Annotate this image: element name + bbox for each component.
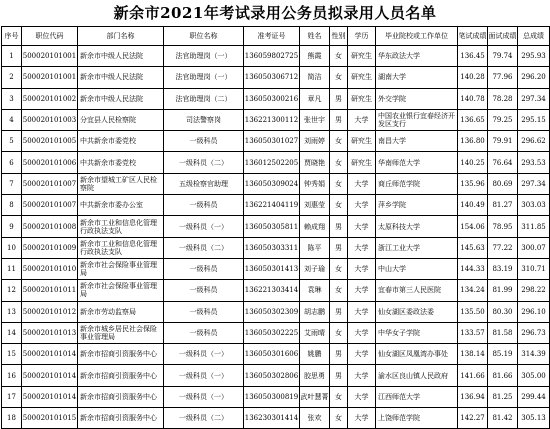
cell-exam-number: 136050301606 <box>244 344 300 365</box>
column-header-department: 部门名称 <box>78 27 164 46</box>
cell-education: 研究生 <box>348 152 376 173</box>
cell-written-score: 140.25 <box>458 152 488 173</box>
column-header-interview-score: 面试成绩 <box>488 27 518 46</box>
cell-position-code: 500020101001 <box>22 46 78 67</box>
cell-school-or-employer: 江西师范大学 <box>376 386 458 407</box>
cell-school-or-employer: 仙女湖区凤凰湾办事处 <box>376 344 458 365</box>
table-row <box>2 365 550 386</box>
table-header-row <box>2 27 550 46</box>
cell-position-name: 一级科员（二） <box>164 237 244 258</box>
cell-position-name: 司法警察岗 <box>164 109 244 130</box>
cell-school-or-employer: 中华女子学院 <box>376 322 458 343</box>
cell-exam-number: 136221404119 <box>244 195 300 216</box>
cell-gender: 女 <box>330 258 348 279</box>
cell-total-score: 296.10 <box>518 301 550 322</box>
cell-gender: 男 <box>330 237 348 258</box>
cell-total-score: 297.34 <box>518 88 550 109</box>
cell-written-score: 136.80 <box>458 131 488 152</box>
cell-written-score: 142.27 <box>458 408 488 429</box>
cell-position-name: 一级科员 <box>164 322 244 343</box>
cell-education: 研究生 <box>348 46 376 67</box>
cell-total-score: 300.07 <box>518 237 550 258</box>
cell-position-name: 法官助理岗（二） <box>164 88 244 109</box>
cell-exam-number: 136230301414 <box>244 408 300 429</box>
cell-written-score: 134.24 <box>458 280 488 301</box>
table-row <box>2 322 550 343</box>
cell-index: 3 <box>2 88 22 109</box>
column-header-position-code: 职位代码 <box>22 27 78 46</box>
cell-position-code: 500020101005 <box>22 131 78 152</box>
column-header-name: 姓名 <box>300 27 330 46</box>
cell-position-name: 一级科员 <box>164 280 244 301</box>
cell-exam-number: 136050302225 <box>244 322 300 343</box>
cell-gender: 男 <box>330 109 348 130</box>
cell-department: 中共新余市委党校 <box>78 152 164 173</box>
cell-school-or-employer: 浙江工业大学 <box>376 237 458 258</box>
cell-exam-number: 136050309024 <box>244 173 300 194</box>
cell-index: 18 <box>2 408 22 429</box>
cell-written-score: 140.28 <box>458 67 488 88</box>
cell-index: 7 <box>2 173 22 194</box>
cell-school-or-employer: 商丘师范学院 <box>376 173 458 194</box>
cell-interview-score: 81.42 <box>488 408 518 429</box>
cell-name: 袁琳 <box>300 280 330 301</box>
cell-school-or-employer: 萍乡学院 <box>376 195 458 216</box>
cell-department: 新余市招商引资服务中心 <box>78 386 164 407</box>
cell-exam-number: 136012502205 <box>244 152 300 173</box>
cell-department: 新余市劳动监察局 <box>78 301 164 322</box>
table-row <box>2 258 550 279</box>
cell-education: 大学 <box>348 195 376 216</box>
cell-gender: 女 <box>330 386 348 407</box>
cell-position-name: 一级科员 <box>164 131 244 152</box>
cell-department: 新余市中级人民法院 <box>78 46 164 67</box>
cell-department: 中共新余市委党校 <box>78 131 164 152</box>
cell-name: 赖成翔 <box>300 216 330 237</box>
cell-position-name: 一级科员 <box>164 301 244 322</box>
cell-department: 中共新余市委办公室 <box>78 195 164 216</box>
cell-interview-score: 81.27 <box>488 195 518 216</box>
cell-school-or-employer: 太原科技大学 <box>376 216 458 237</box>
cell-education: 大学 <box>348 365 376 386</box>
cell-exam-number: 136050303311 <box>244 237 300 258</box>
cell-index: 1 <box>2 46 22 67</box>
cell-index: 5 <box>2 131 22 152</box>
cell-position-code: 500020101013 <box>22 322 78 343</box>
cell-exam-number: 136221303414 <box>244 280 300 301</box>
cell-department: 新余市招商引资服务中心 <box>78 344 164 365</box>
cell-position-code: 500020101012 <box>22 301 78 322</box>
cell-name: 张世宇 <box>300 109 330 130</box>
cell-total-score: 310.71 <box>518 258 550 279</box>
table-row <box>2 301 550 322</box>
cell-education: 大学 <box>348 216 376 237</box>
cell-interview-score: 85.19 <box>488 344 518 365</box>
cell-school-or-employer: 仙女湖区委政法委 <box>376 301 458 322</box>
table-row <box>2 131 550 152</box>
cell-index: 15 <box>2 344 22 365</box>
cell-school-or-employer: 南昌大学 <box>376 131 458 152</box>
cell-school-or-employer: 中国农业银行宜春经济开发区支行 <box>376 109 458 130</box>
cell-exam-number: 136050306712 <box>244 67 300 88</box>
cell-written-score: 133.57 <box>458 322 488 343</box>
cell-education: 大学 <box>348 258 376 279</box>
cell-school-or-employer: 宜春市第三人民医院 <box>376 280 458 301</box>
column-header-school-or-employer: 毕业院校或工作单位 <box>376 27 458 46</box>
cell-department: 新余市望城工矿区人民检察院 <box>78 173 164 194</box>
cell-position-name: 一级科员 <box>164 258 244 279</box>
cell-index: 12 <box>2 280 22 301</box>
cell-position-name: 一级科员（二） <box>164 152 244 173</box>
cell-interview-score: 77.96 <box>488 67 518 88</box>
cell-total-score: 305.13 <box>518 408 550 429</box>
cell-interview-score: 80.30 <box>488 301 518 322</box>
cell-school-or-employer: 华东政法大学 <box>376 46 458 67</box>
cell-position-name: 一级科员（二） <box>164 408 244 429</box>
cell-written-score: 140.78 <box>458 88 488 109</box>
cell-department: 新余市工业和信息化管理行政执法支队 <box>78 216 164 237</box>
cell-exam-number: 136221300112 <box>244 109 300 130</box>
cell-exam-number: 136059802725 <box>244 46 300 67</box>
cell-gender: 男 <box>330 365 348 386</box>
cell-position-code: 500020101010 <box>22 258 78 279</box>
cell-interview-score: 80.69 <box>488 173 518 194</box>
table-row <box>2 344 550 365</box>
table-row <box>2 280 550 301</box>
cell-name: 张欢 <box>300 408 330 429</box>
cell-total-score: 295.93 <box>518 46 550 67</box>
cell-gender: 女 <box>330 152 348 173</box>
cell-written-score: 144.33 <box>458 258 488 279</box>
cell-gender: 男 <box>330 216 348 237</box>
cell-interview-score: 81.66 <box>488 365 518 386</box>
cell-department: 新余市社会保险事业管理局 <box>78 280 164 301</box>
cell-gender: 男 <box>330 301 348 322</box>
cell-total-score: 297.34 <box>518 173 550 194</box>
candidate-table <box>1 26 550 429</box>
cell-total-score: 296.62 <box>518 131 550 152</box>
table-row <box>2 216 550 237</box>
cell-education: 大学 <box>348 237 376 258</box>
table-row <box>2 237 550 258</box>
cell-education: 大学 <box>348 109 376 130</box>
column-header-gender: 性别 <box>330 27 348 46</box>
cell-name: 钟秀娟 <box>300 173 330 194</box>
cell-interview-score: 79.91 <box>488 131 518 152</box>
table-row <box>2 67 550 88</box>
cell-total-score: 303.03 <box>518 195 550 216</box>
cell-exam-number: 136050302309 <box>244 301 300 322</box>
cell-position-name: 五级检察官助理 <box>164 173 244 194</box>
column-header-exam-number: 准考证号 <box>244 27 300 46</box>
cell-index: 16 <box>2 365 22 386</box>
cell-position-name: 一级科员（一） <box>164 365 244 386</box>
cell-interview-score: 81.99 <box>488 280 518 301</box>
table-row <box>2 46 550 67</box>
cell-interview-score: 78.28 <box>488 88 518 109</box>
cell-name: 艾雨晴 <box>300 322 330 343</box>
cell-education: 大学 <box>348 173 376 194</box>
cell-position-name: 一级科员（一） <box>164 344 244 365</box>
cell-gender: 女 <box>330 67 348 88</box>
cell-index: 9 <box>2 216 22 237</box>
cell-written-score: 136.65 <box>458 109 488 130</box>
column-header-position-name: 职位名称 <box>164 27 244 46</box>
cell-position-code: 500020101007 <box>22 195 78 216</box>
cell-interview-score: 81.58 <box>488 322 518 343</box>
cell-exam-number: 136050302806 <box>244 365 300 386</box>
cell-position-code: 500020101015 <box>22 408 78 429</box>
cell-position-code: 500020101001 <box>22 67 78 88</box>
cell-total-score: 299.44 <box>518 386 550 407</box>
cell-name: 刘子瑜 <box>300 258 330 279</box>
cell-position-code: 500020101014 <box>22 365 78 386</box>
cell-written-score: 138.14 <box>458 344 488 365</box>
cell-education: 大学 <box>348 386 376 407</box>
cell-gender: 女 <box>330 46 348 67</box>
cell-education: 大学 <box>348 344 376 365</box>
cell-gender: 女 <box>330 322 348 343</box>
cell-position-code: 500020101009 <box>22 237 78 258</box>
cell-written-score: 141.66 <box>458 365 488 386</box>
cell-index: 14 <box>2 322 22 343</box>
cell-department: 新余市城乡居民社会保险事业管理局 <box>78 322 164 343</box>
cell-name: 姚鹏 <box>300 344 330 365</box>
cell-interview-score: 83.19 <box>488 258 518 279</box>
cell-interview-score: 76.64 <box>488 152 518 173</box>
cell-department: 新余市招商引资服务中心 <box>78 365 164 386</box>
cell-index: 4 <box>2 109 22 130</box>
cell-gender: 男 <box>330 344 348 365</box>
cell-exam-number: 136050305811 <box>244 216 300 237</box>
cell-exam-number: 136050301027 <box>244 131 300 152</box>
cell-name: 章凡 <box>300 88 330 109</box>
cell-index: 17 <box>2 386 22 407</box>
cell-name: 陈平 <box>300 237 330 258</box>
table-row <box>2 408 550 429</box>
column-header-written-score: 笔试成绩 <box>458 27 488 46</box>
cell-gender: 女 <box>330 173 348 194</box>
cell-interview-score: 77.22 <box>488 237 518 258</box>
cell-exam-number: 136050301413 <box>244 258 300 279</box>
cell-total-score: 296.20 <box>518 67 550 88</box>
column-header-total-score: 总成绩 <box>518 27 550 46</box>
cell-name: 简洁 <box>300 67 330 88</box>
cell-education: 大学 <box>348 301 376 322</box>
cell-written-score: 136.94 <box>458 386 488 407</box>
cell-index: 13 <box>2 301 22 322</box>
cell-written-score: 136.45 <box>458 46 488 67</box>
cell-position-name: 一级科员（一） <box>164 386 244 407</box>
column-header-index: 序号 <box>2 27 22 46</box>
cell-department: 新余市中级人民法院 <box>78 88 164 109</box>
cell-exam-number: 136050300216 <box>244 88 300 109</box>
cell-name: 胶思勇 <box>300 365 330 386</box>
table-row <box>2 152 550 173</box>
cell-position-code: 500020101002 <box>22 88 78 109</box>
cell-name: 贾晓艳 <box>300 152 330 173</box>
cell-written-score: 135.50 <box>458 301 488 322</box>
cell-position-name: 法官助理岗（一） <box>164 46 244 67</box>
cell-school-or-employer: 外交学院 <box>376 88 458 109</box>
cell-department: 新余市招商引资服务中心 <box>78 408 164 429</box>
cell-education: 研究生 <box>348 131 376 152</box>
cell-position-code: 500020101011 <box>22 280 78 301</box>
cell-education: 研究生 <box>348 88 376 109</box>
cell-school-or-employer: 湖南大学 <box>376 67 458 88</box>
cell-education: 大学 <box>348 322 376 343</box>
cell-total-score: 295.15 <box>518 109 550 130</box>
cell-position-code: 500020101014 <box>22 344 78 365</box>
cell-total-score: 311.85 <box>518 216 550 237</box>
cell-position-name: 一级科员 <box>164 195 244 216</box>
table-row <box>2 109 550 130</box>
cell-gender: 女 <box>330 280 348 301</box>
cell-name: 熊霞 <box>300 46 330 67</box>
cell-written-score: 145.63 <box>458 237 488 258</box>
table-row <box>2 386 550 407</box>
column-header-education: 学历 <box>348 27 376 46</box>
cell-written-score: 154.06 <box>458 216 488 237</box>
cell-position-name: 一级科员（一） <box>164 216 244 237</box>
cell-department: 新余市中级人民法院 <box>78 67 164 88</box>
cell-total-score: 293.53 <box>518 152 550 173</box>
cell-position-code: 500020101006 <box>22 152 78 173</box>
cell-interview-score: 78.95 <box>488 216 518 237</box>
cell-exam-number: 136050300819 <box>244 386 300 407</box>
cell-education: 大学 <box>348 280 376 301</box>
page-title: 新余市2021年考试录用公务员拟录用人员名单 <box>113 4 437 22</box>
table-row <box>2 173 550 194</box>
cell-department: 新余市工业和信息化管理行政执法支队 <box>78 237 164 258</box>
cell-total-score: 296.73 <box>518 322 550 343</box>
cell-gender: 男 <box>330 88 348 109</box>
cell-education: 研究生 <box>348 67 376 88</box>
table-body <box>2 46 550 429</box>
cell-gender: 女 <box>330 195 348 216</box>
cell-position-code: 500020101014 <box>22 386 78 407</box>
cell-written-score: 135.96 <box>458 173 488 194</box>
cell-school-or-employer: 上饶师范学院 <box>376 408 458 429</box>
cell-position-code: 500020101003 <box>22 109 78 130</box>
cell-department: 分宜县人民检察院 <box>78 109 164 130</box>
cell-total-score: 314.39 <box>518 344 550 365</box>
cell-index: 6 <box>2 152 22 173</box>
cell-gender: 女 <box>330 131 348 152</box>
cell-name: 武叶慧菁 <box>300 386 330 407</box>
cell-written-score: 140.49 <box>458 195 488 216</box>
table-row <box>2 88 550 109</box>
cell-position-code: 500020101007 <box>22 173 78 194</box>
cell-interview-score: 79.25 <box>488 109 518 130</box>
cell-index: 8 <box>2 195 22 216</box>
cell-position-name: 法官助理岗（一） <box>164 67 244 88</box>
cell-school-or-employer: 渝水区良山镇人民政府 <box>376 365 458 386</box>
cell-department: 新余市社会保险事业管理局 <box>78 258 164 279</box>
cell-index: 2 <box>2 67 22 88</box>
cell-school-or-employer: 中山大学 <box>376 258 458 279</box>
cell-interview-score: 81.25 <box>488 386 518 407</box>
table-row <box>2 195 550 216</box>
cell-name: 刘惠莹 <box>300 195 330 216</box>
cell-school-or-employer: 华南师范大学 <box>376 152 458 173</box>
cell-education: 大学 <box>348 408 376 429</box>
cell-index: 11 <box>2 258 22 279</box>
cell-position-code: 500020101008 <box>22 216 78 237</box>
cell-name: 刘雨婷 <box>300 131 330 152</box>
cell-index: 10 <box>2 237 22 258</box>
cell-gender: 女 <box>330 408 348 429</box>
cell-interview-score: 79.74 <box>488 46 518 67</box>
cell-total-score: 298.22 <box>518 280 550 301</box>
cell-name: 胡志鹏 <box>300 301 330 322</box>
cell-total-score: 305.00 <box>518 365 550 386</box>
